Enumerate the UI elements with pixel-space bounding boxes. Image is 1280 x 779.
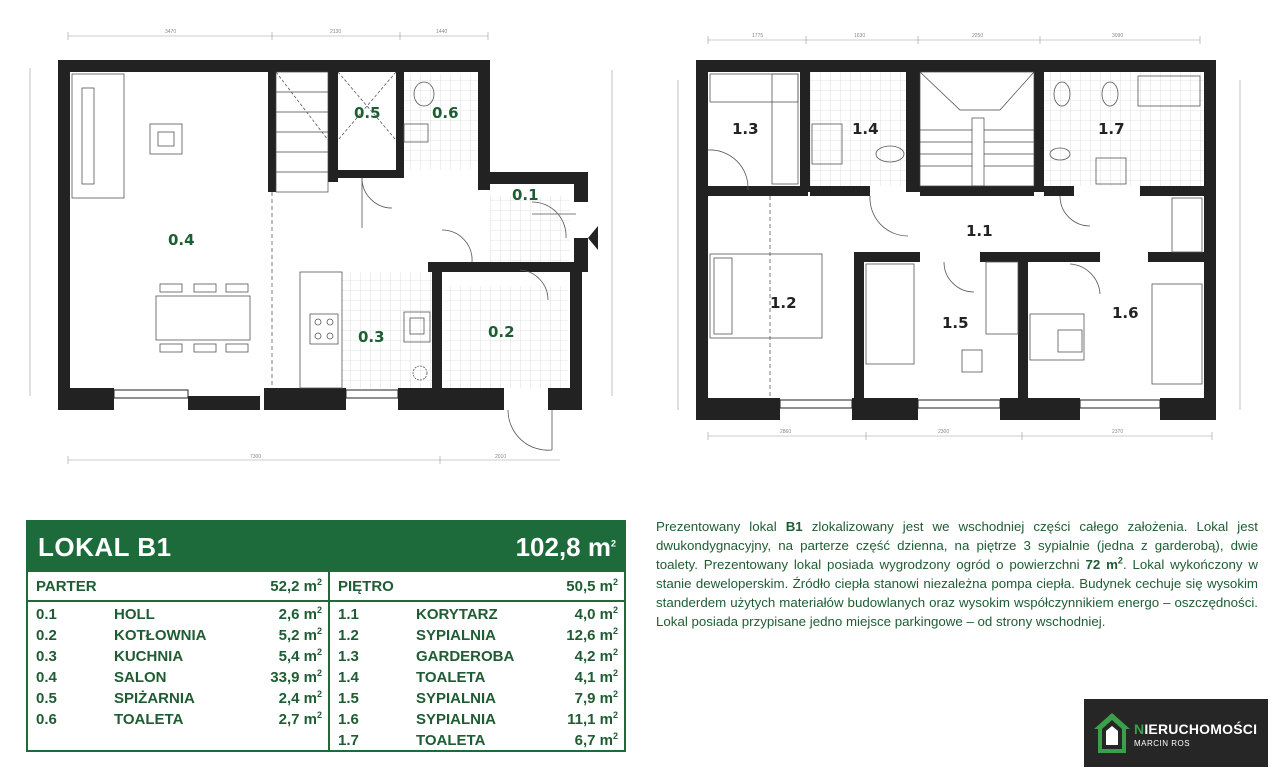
dim-text: 2370	[1112, 429, 1124, 435]
dim-text: 7300	[250, 454, 262, 460]
parter-column	[28, 572, 330, 752]
table-row: 1.1 KORYTARZ 4,0 $m^2$	[338, 605, 618, 623]
dim-text: 2300	[938, 429, 950, 435]
house-icon	[1092, 711, 1132, 757]
table-row: 1.4 TOALETA 4,1 $m^2$	[338, 668, 618, 686]
dim-text: 2010	[495, 454, 507, 460]
upper-floor-plan	[678, 33, 1240, 440]
room-label: 0.1	[512, 186, 539, 204]
unit-title: LOKAL B1	[38, 532, 172, 562]
parter-header	[28, 572, 328, 602]
room-label: 1.3	[732, 120, 759, 138]
room-label: 1.2	[770, 294, 797, 312]
unit-total-area: 102,8 $m^2$	[515, 532, 616, 562]
dim-text: 3470	[165, 29, 177, 35]
room-label: 0.6	[432, 104, 459, 122]
room-label: 1.7	[1098, 120, 1125, 138]
table-row: 0.6 TOALETA 2,7 $m^2$	[36, 710, 322, 728]
dim-text: 2130	[330, 29, 342, 35]
room-label: 1.4	[852, 120, 879, 138]
table-row: 1.3 GARDEROBA 4,2 $m^2$	[338, 647, 618, 665]
table-row: 0.1 HOLL 2,6 $m^2$	[36, 605, 322, 623]
table-row: 0.4 SALON 33,9 $m^2$	[36, 668, 322, 686]
unit-description: Prezentowany lokal B1 zlokalizowany jest we wschodniej części całego założenia. Lokal jest dwukondygnacyjny, na parterze część dzienna, na piętrze 3 sypialnie (jedna z garderobą), dwie toalety. Prezentowany lokal posiada wygrodzony ogród o powierzchni 72 $m^2$. Lokal wykończony w stanie deweloperskim. Źródło ciepła stanowi niezależna pompa ciepła. Budynek cechuje się wysokim standerdem użytych materiałów budowlanych oraz wysokim współczynnikiem energo – oszczędności. Lokal posiada przypisane jedno miejsce parkingowe – od strony wschodniej.	[656, 519, 1258, 629]
table-row: 1.5 SYPIALNIA 7,9 $m^2$	[338, 689, 618, 707]
table-row: 1.2 SYPIALNIA 12,6 $m^2$	[338, 626, 618, 644]
section-area: 50,5 $m^2$	[566, 577, 618, 595]
table-header	[28, 522, 624, 572]
section-area: 52,2 $m^2$	[270, 577, 322, 595]
area-table	[26, 520, 626, 752]
room-label: 0.3	[358, 328, 385, 346]
room-label: 1.6	[1112, 304, 1139, 322]
room-label: 0.4	[168, 231, 195, 249]
dim-text: 3090	[1112, 33, 1124, 39]
table-row: 0.5 SPIŻARNIA 2,4 $m^2$	[36, 689, 322, 707]
logo-subtitle: MARCIN ROS	[1134, 739, 1191, 748]
section-name: PARTER	[36, 578, 97, 595]
table-row: 1.6 SYPIALNIA 11,1 $m^2$	[338, 710, 618, 728]
table-row: 0.2 KOTŁOWNIA 5,2 $m^2$	[36, 626, 322, 644]
table-row: 0.3 KUCHNIA 5,4 $m^2$	[36, 647, 322, 665]
dim-text: 1775	[752, 33, 764, 39]
room-label: 1.5	[942, 314, 969, 332]
room-label: 0.2	[488, 323, 515, 341]
pietro-column	[330, 572, 624, 752]
dim-text: 2860	[780, 429, 792, 435]
section-name: PIĘTRO	[338, 578, 394, 595]
agency-logo	[1084, 699, 1268, 767]
logo-brand: NIERUCHOMOŚCI	[1134, 721, 1258, 737]
ground-floor-plan	[30, 29, 612, 464]
pietro-header	[330, 572, 624, 602]
dim-text: 2250	[972, 33, 984, 39]
room-label: 0.5	[354, 104, 381, 122]
dim-text: 1630	[854, 33, 866, 39]
dim-text: 1440	[436, 29, 448, 35]
room-label: 1.1	[966, 222, 993, 240]
table-row: 1.7 TOALETA 6,7 $m^2$	[338, 731, 618, 749]
